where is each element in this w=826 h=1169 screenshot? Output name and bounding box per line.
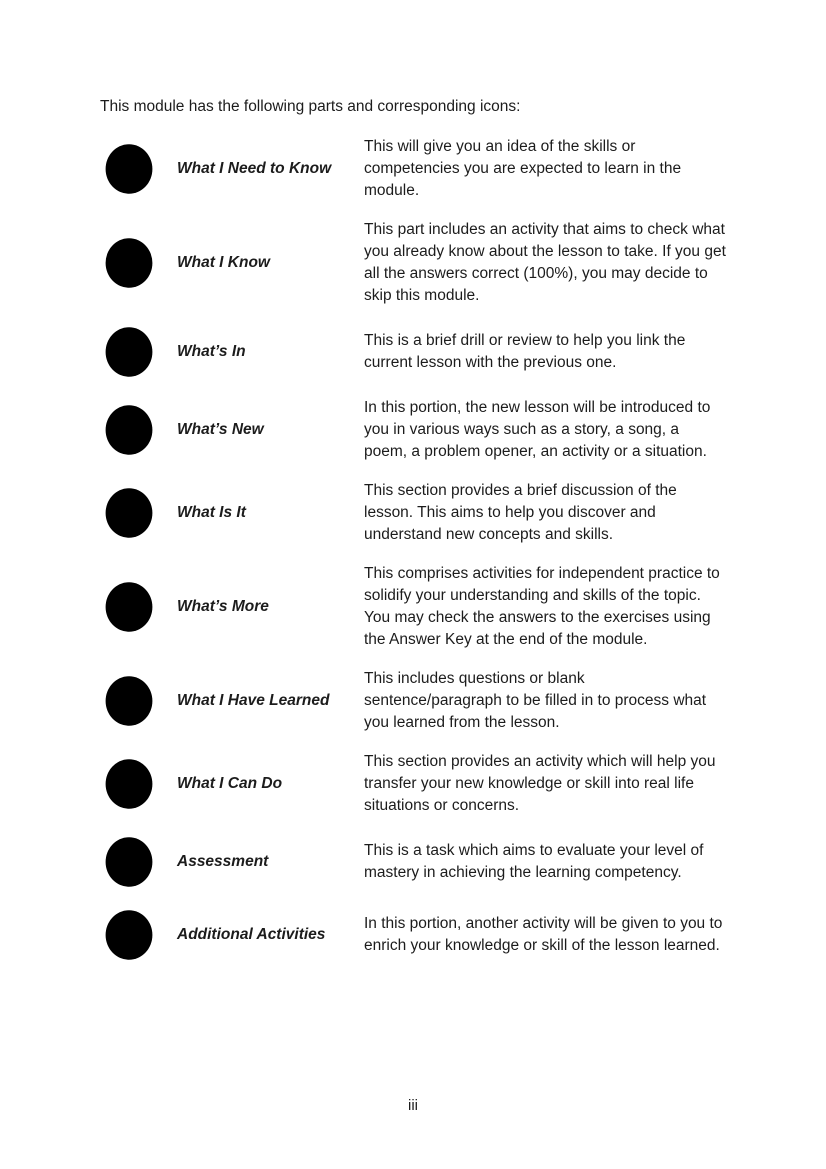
module-part-description: This is a task which aims to evaluate your level of mastery in achieving the learning competency. xyxy=(364,842,704,881)
module-part-description: This is a brief drill or review to help you link the current lesson with the previous one. xyxy=(364,332,686,371)
module-part-row xyxy=(100,136,726,202)
module-part-label: What I Know xyxy=(177,254,270,271)
hand-plant-icon xyxy=(100,402,177,458)
module-part-label: What’s More xyxy=(177,598,269,615)
page-number: iii xyxy=(408,1097,418,1114)
hand-pencil-icon xyxy=(100,235,177,291)
module-part-row xyxy=(100,563,726,651)
module-part-label: What Is It xyxy=(177,504,246,521)
module-part-description: This will give you an idea of the skills or competencies you are expected to learn in the module. xyxy=(364,138,682,199)
pen-hand-icon xyxy=(100,834,177,890)
module-part-label: What I Have Learned xyxy=(177,692,330,709)
module-part-row xyxy=(100,907,726,963)
bulb-hand-icon xyxy=(100,673,177,729)
intro-text: This module has the following parts and corresponding icons: xyxy=(100,98,521,115)
module-part-label: What’s In xyxy=(177,343,246,360)
module-part-description: This section provides a brief discussion of the lesson. This aims to help you discover and understand new concepts and skills. xyxy=(364,482,677,543)
module-part-row xyxy=(100,324,726,380)
module-part-description: This part includes an activity that aims to check what you already know about the lesson to take. If you get all the answers correct (100%), you may decide to skip this module. xyxy=(364,221,726,304)
hand-reach-icon xyxy=(100,324,177,380)
module-part-label: What’s New xyxy=(177,421,264,438)
module-part-description: In this portion, the new lesson will be introduced to you in various ways such as a story, a song, a poem, a problem opener, an activity or a situation. xyxy=(364,399,711,460)
raised-hand-icon xyxy=(100,756,177,812)
module-part-label: Additional Activities xyxy=(177,926,326,943)
module-part-label: What I Can Do xyxy=(177,775,283,792)
module-part-row xyxy=(100,397,726,463)
module-part-row xyxy=(100,219,726,307)
gears-hand-icon xyxy=(100,907,177,963)
module-part-row xyxy=(100,480,726,546)
module-parts-list xyxy=(100,136,726,980)
hand-click-icon xyxy=(100,141,177,197)
module-part-description: This includes questions or blank sentence/paragraph to be filled in to process what you learned from the lesson. xyxy=(364,670,707,731)
module-part-description: This section provides an activity which will help you transfer your new knowledge or skill into real life situations or concerns. xyxy=(364,753,716,814)
module-part-row xyxy=(100,751,726,817)
hand-stack-icon xyxy=(100,579,177,635)
module-part-description: In this portion, another activity will be given to you to enrich your knowledge or skill of the lesson learned. xyxy=(364,915,723,954)
magnifier-hand-icon xyxy=(100,485,177,541)
module-part-row xyxy=(100,668,726,734)
module-part-label: Assessment xyxy=(177,853,269,870)
module-part-label: What I Need to Know xyxy=(177,160,332,177)
module-part-description: This comprises activities for independent practice to solidify your understanding and skills of the topic. You may check the answers to the exercises using the Answer Key at the end of the module. xyxy=(364,565,720,648)
module-part-row xyxy=(100,834,726,890)
